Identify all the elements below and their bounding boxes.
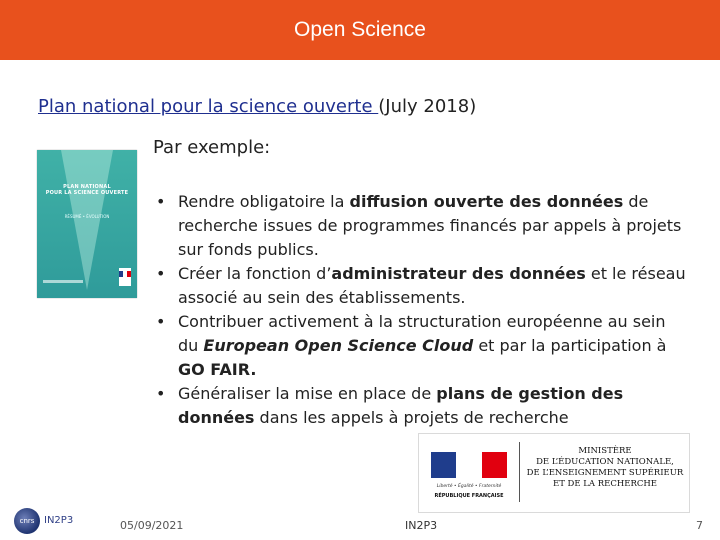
list-item: • Contribuer activement à la structuration européenne au sein du European Open Science Cloud et par la participation à GO FAIR.: [150, 310, 690, 382]
footer-label: IN2P3: [405, 519, 438, 532]
bullet-list: [150, 190, 690, 430]
list-item: • Généraliser la mise en place de plans de gestion des données dans les appels à projets de recherche: [150, 382, 690, 430]
cover-light-beam: [61, 150, 113, 290]
in2p3-logo: IN2P3: [44, 515, 74, 526]
cover-footer-bar: [43, 280, 83, 283]
subtitle-date: (July 2018): [378, 96, 477, 117]
bullet-icon: •: [156, 192, 166, 211]
bullet-icon: •: [156, 312, 166, 331]
bullet-icon: •: [156, 384, 166, 403]
slide-subtitle: [38, 96, 476, 117]
bullet-icon: •: [156, 264, 166, 283]
logo-divider: [519, 442, 520, 502]
marianne-logo: [429, 442, 509, 502]
cover-flag-icon: [119, 268, 131, 286]
intro-text: Par exemple:: [153, 137, 271, 158]
french-flag-icon: [431, 452, 507, 478]
ministry-name: MINISTÈRE DE L’ÉDUCATION NATIONALE, DE L’ENSEIGNEMENT SUPÉRIEUR ET DE LA RECHERCHE: [526, 446, 684, 489]
cnrs-logo: cnrs: [14, 508, 40, 534]
republic-name: RÉPUBLIQUE FRANÇAISE: [434, 493, 504, 499]
slide-title: Open Science: [294, 18, 426, 41]
list-item: • Créer la fonction d’administrateur des données et le réseau associé au sein des établissements.: [150, 262, 690, 310]
cover-subtitle: RÉSUMÉ • ÉVOLUTION: [64, 214, 110, 219]
footer-date: 05/09/2021: [120, 519, 184, 532]
cover-title: PLAN NATIONAL POUR LA SCIENCE OUVERTE: [45, 184, 129, 196]
plan-national-link[interactable]: Plan national pour la science ouverte: [38, 96, 379, 117]
ministry-logo: [418, 433, 690, 513]
page-number: 7: [696, 519, 703, 532]
title-bar: [0, 0, 720, 60]
report-cover-image: [37, 150, 137, 298]
list-item: • Rendre obligatoire la diffusion ouverte des données de recherche issues de programmes financés par appels à projets sur fonds publics.: [150, 190, 690, 262]
republic-motto: Liberté • Égalité • Fraternité: [436, 484, 502, 489]
